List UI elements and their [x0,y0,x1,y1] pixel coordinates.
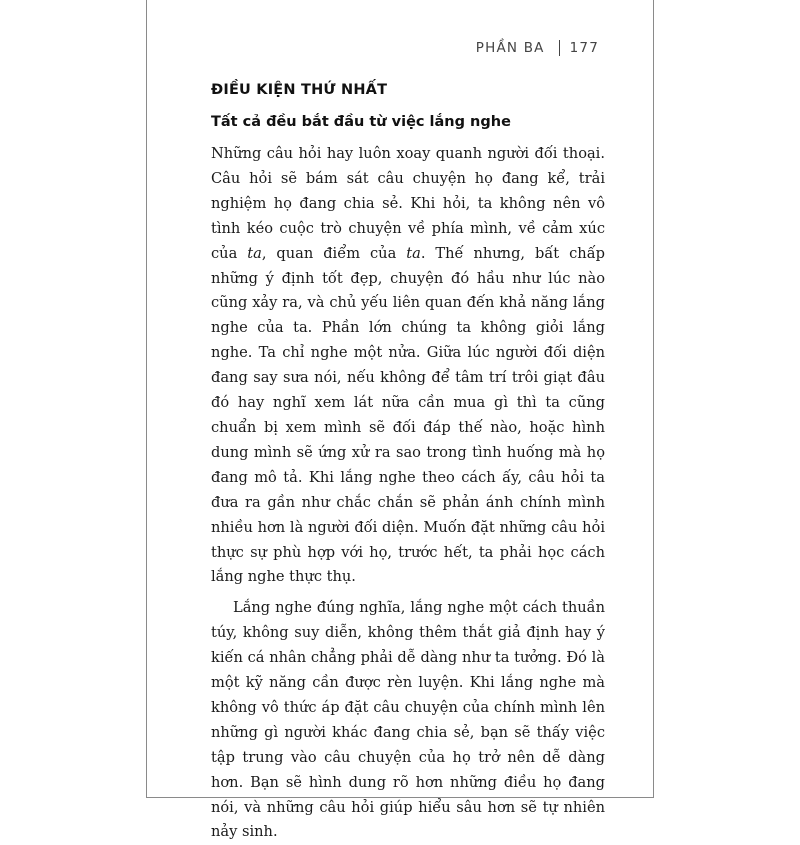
page-number: 177 [569,40,599,56]
paragraph-2: Lắng nghe đúng nghĩa, lắng nghe một cách thuần túy, không suy diễn, không thêm thắt giả định hay ý kiến cá nhân chẳng phải dễ dàng như ta tưởng. Đó là một kỹ năng cần được rèn luyện. Khi lắng nghe mà không vô thức áp đặt câu chuyện của chính mình lên những gì người khác đang chia sẻ, bạn sẽ thấy việc tập trung vào câu chuyện của họ trở nên dễ dàng hơn. Bạn sẽ hình dung rõ hơn những điều họ đang nói, và những câu hỏi giúp hiểu sâu hơn sẽ tự nhiên nảy sinh. [211,599,605,841]
section-title: ĐIỀU KIỆN THỨ NHẤT [211,82,388,98]
header-divider [559,40,560,56]
section-label: PHẦN BA [475,40,545,56]
paragraph-1-part-b: , quan điểm của [261,244,407,262]
book-page [146,0,654,841]
paragraph-1-part-a: Những câu hỏi hay luôn xoay quanh người đối thoại. Câu hỏi sẽ bám sát câu chuyện họ đang kể, trải nghiệm họ đang chia sẻ. Khi hỏi, ta không nên vô tình kéo cuộc trò chuyện về phía mình, về cảm xúc của [211,145,605,262]
paragraph-1-part-c: . Thế nhưng, bất chấp những ý định tốt đẹp, chuyện đó hầu như lúc nào cũng xảy ra, và chủ yếu liên quan đến khả năng lắng nghe của ta. Phần lớn chúng ta không giỏi lắng nghe. Ta chỉ nghe một nửa. Giữa lúc người đối diện đang say sưa nói, nếu không để tâm trí trôi giạt đâu đó hay nghĩ xem lát nữa cần mua gì thì ta cũng chuẩn bị xem mình sẽ đối đáp thế nào, hoặc hình dung mình sẽ ứng xử ra sao trong tình huống mà họ đang mô tả. Khi lắng nghe theo cách ấy, câu hỏi ta đưa ra gần như chắc chắn sẽ phản ánh chính mình nhiều hơn là người đối diện. Muốn đặt những câu hỏi thực sự phù hợp với họ, trước hết, ta phải học cách lắng nghe thực thụ. [211,244,605,586]
body-text [211,142,605,845]
paragraph-1 [211,142,605,590]
subtitle: Tất cả đều bắt đầu từ việc lắng nghe [211,114,511,130]
paragraph-1-emphasis-2: ta [406,244,421,262]
paragraph-1-emphasis-1: ta [247,244,262,262]
running-head [476,40,599,56]
